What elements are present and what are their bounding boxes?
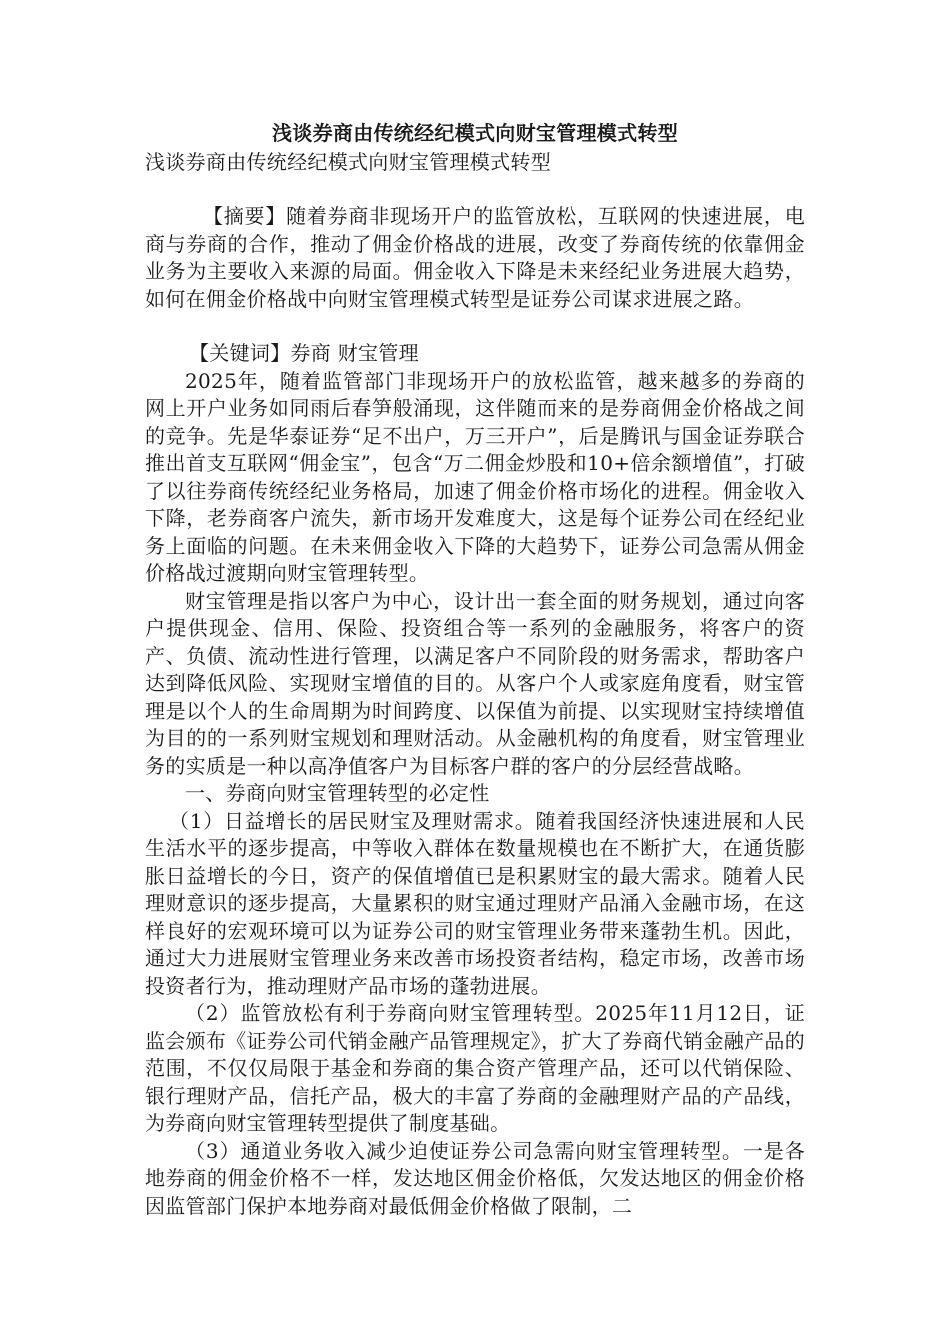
document-subtitle: 浅谈券商由传统经纪模式向财宝管理模式转型: [145, 150, 551, 174]
keywords-line: 【关键词】券商 财宝管理: [189, 341, 419, 365]
body-paragraph: 2025年，随着监管部门非现场开户的放松监管，越来越多的券商的网上开户业务如同雨后春笋般涌现，这伴随而来的是券商佣金价格战之间的竞争。先是华泰证券“足不出户，万三开户”，后是腾讯与国金证券联合推出首支互联网“佣金宝”，包含“万二佣金炒股和10+倍余额增值”，打破了以往券商传统经纪业务格局，加速了佣金价格市场化的进程。佣金收入下降，老券商客户流失，新市场开发难度大，这是每个证券公司在经纪业务上面临的问题。在未来佣金收入下降的大趋势下，证券公司急需从佣金价格战过渡期向财宝管理转型。: [145, 368, 805, 585]
abstract-paragraph: 【摘要】随着券商非现场开户的监管放松，互联网的快速进展，电商与券商的合作，推动了佣金价格战的进展，改变了券商传统的依靠佣金业务为主要收入来源的局面。佣金收入下降是未来经纪业务进展大趋势，如何在佣金价格战中向财宝管理模式转型是证券公司谋求进展之路。: [145, 204, 805, 311]
body-paragraph: （2）监管放松有利于券商向财宝管理转型。2025年11月12日，证监会颁布《证券公司代销金融产品管理规定》，扩大了券商代销金融产品的范围，不仅仅局限于基金和券商的集合资产管理产品，还可以代销保险、银行理财产品，信托产品，极大的丰富了券商的金融理财产品的产品线，为券商向财宝管理转型提供了制度基础。: [145, 1001, 805, 1135]
document-page: [145, 118, 805, 1220]
body-paragraph: 财宝管理是指以客户为中心，设计出一套全面的财务规划，通过向客户提供现金、信用、保险、投资组合等一系列的金融服务，将客户的资产、负债、流动性进行管理，以满足客户不同阶段的财务需求，帮助客户达到降低风险、实现财宝增值的目的。从客户个人或家庭角度看，财宝管理是以个人的生命周期为时间跨度、以保值为前提、以实现财宝持续增值为目的的一系列财宝规划和理财活动。从金融机构的角度看，财宝管理业务的实质是一种以高净值客户为目标客户群的客户的分层经营战略。: [145, 588, 805, 778]
body-paragraph: （3）通道业务收入减少迫使证券公司急需向财宝管理转型。一是各地券商的佣金价格不一样，发达地区佣金价格低，欠发达地区的佣金价格因监管部门保护本地券商对最低佣金价格做了限制，二: [145, 1138, 805, 1218]
document-title: 浅谈券商由传统经纪模式向财宝管理模式转型: [272, 121, 678, 145]
section-heading: 一、券商向财宝管理转型的必定性: [185, 781, 490, 805]
body-paragraph: （1）日益增长的居民财宝及理财需求。随着我国经济快速进展和人民生活水平的逐步提高，中等收入群体在数量规模也在不断扩大，在通货膨胀日益增长的今日，资产的保值增值已是积累财宝的最大需求。随着人民理财意识的逐步提高，大量累积的财宝通过理财产品涌入金融市场，在这样良好的宏观环境可以为证券公司的财宝管理业务带来蓬勃生机。因此，通过大力进展财宝管理业务来改善市场投资者结构，稳定市场，改善市场投资者行为，推动理财产品市场的蓬勃进展。: [145, 808, 805, 998]
